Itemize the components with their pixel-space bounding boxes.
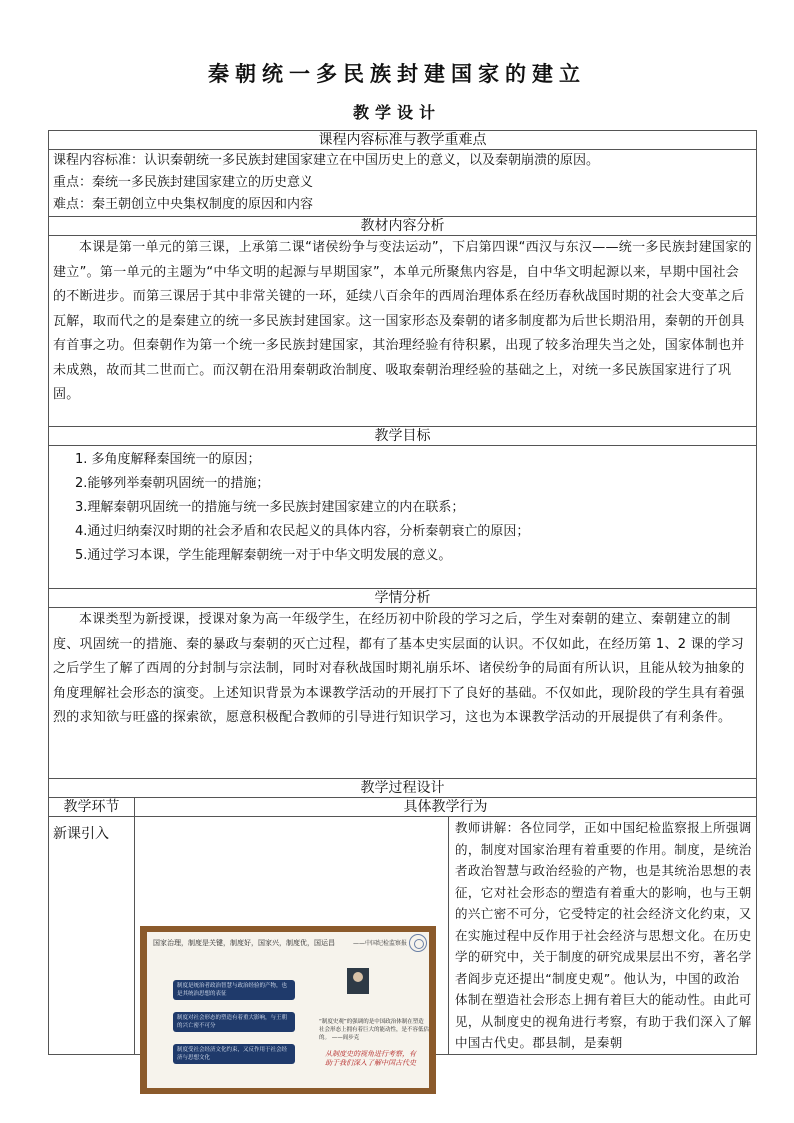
slide-box: 制度对社会形态的塑造有着重大影响，与王朝的兴亡密不可分 xyxy=(173,1012,295,1032)
goal-item: 1. 多角度解释秦国统一的原因； xyxy=(75,452,261,467)
action-column-header: 具体教学行为 xyxy=(135,798,757,817)
seal-icon xyxy=(409,934,427,952)
standards-line: 课程内容标准：认识秦朝统一多民族封建国家建立在中国历史上的意义，以及秦朝崩溃的原因。 xyxy=(53,153,600,168)
process-header: 教学过程设计 xyxy=(49,779,757,798)
standards-header: 课程内容标准与教学重难点 xyxy=(49,131,757,150)
lesson-plan-table xyxy=(48,130,757,1055)
slide-heading: 国家治理，制度是关键，制度好，国家兴，制度优，国运昌 xyxy=(153,939,335,947)
document-title: 秦朝统一多民族封建国家的建立 xyxy=(208,61,586,86)
slide-source: ——中国纪检监察报 xyxy=(352,940,407,947)
stage-column-header: 教学环节 xyxy=(49,798,135,817)
goal-item: 2.能够列举秦朝巩固统一的措施； xyxy=(75,476,270,491)
goals-list xyxy=(49,446,757,589)
teacher-explanation: 教师讲解：各位同学，正如中国纪检监察报上所强调的，制度对国家治理有着重要的作用。制度，是统治者政治智慧与政治经验的产物，也是其统治思想的表征，它对社会形态的塑造有着重大的影响，也与王朝的兴亡密不可分，它受特定的社会经济文化约束，又在实施过程中反作用于社会经济与思想文化。在历史学的研究中，关于制度的研究成果层出不穷，著名学者阎步克还提出“制度史观”。他认为，中国的政治体制在塑造社会形态上拥有着巨大的能动性。由此可见，从制度史的视角进行考察，有助于我们深入了解中国古代史。郡县制，是秦朝 xyxy=(449,817,757,1055)
goal-item: 4.通过归纳秦汉时期的社会矛盾和农民起义的具体内容，分析秦朝衰亡的原因； xyxy=(75,524,530,539)
analysis-header: 教材内容分析 xyxy=(49,217,757,236)
goals-header: 教学目标 xyxy=(49,427,757,446)
slide-quote: “制度史观”的强调的是中国政治体制在塑造社会形态上拥有着巨大的能动性，是不容低估的。 ——阎步克 xyxy=(319,1019,429,1041)
learners-header: 学情分析 xyxy=(49,589,757,608)
lesson-slide-image xyxy=(140,926,436,1094)
goal-item: 3.理解秦朝巩固统一的措施与统一多民族封建国家建立的内在联系； xyxy=(75,500,465,515)
standards-cell xyxy=(49,150,757,217)
document-subtitle: 教学设计 xyxy=(352,103,441,122)
difficulty-line: 难点：秦王朝创立中央集权制度的原因和内容 xyxy=(53,197,314,212)
key-point-line: 重点：秦统一多民族封建国家建立的历史意义 xyxy=(53,175,314,190)
goal-item: 5.通过学习本课，学生能理解秦朝统一对于中华文明发展的意义。 xyxy=(75,548,452,563)
analysis-text: 本课是第一单元的第三课，上承第二课“诸侯纷争与变法运动”，下启第四课“西汉与东汉——统一多民族封建国家的建立”。第一单元的主题为“中华文明的起源与早期国家”，本单元所聚焦内容是，自中华文明起源以来，早期中国社会的不断进步。而第三课居于其中非常关键的一环，延续八百余年的西周治理体系在经历春秋战国时期的社会大变革之后瓦解，取而代之的是秦建立的统一多民族封建国家。这一国家形态及秦朝的诸多制度都为后世长期沿用，秦朝的开创具有首事之功。但秦朝作为第一个统一多民族封建国家，其治理经验有待积累，出现了较多治理失当之处，国家体制也并未成熟，故而其二世而亡。而汉朝在沿用秦朝政治制度、吸取秦朝治理经验的基础之上，对统一多民族国家进行了巩固。 xyxy=(49,236,757,427)
slide-box: 制度是统治者政治智慧与政治经验的产物，也是其统治思想的表征 xyxy=(173,980,295,1000)
slide-box: 制度受社会经济文化约束，又反作用于社会经济与思想文化 xyxy=(173,1044,295,1064)
learners-text: 本课类型为新授课，授课对象为高一年级学生，在经历初中阶段的学习之后，学生对秦朝的建立、秦朝建立的制度、巩固统一的措施、秦的暴政与秦朝的灭亡过程，都有了基本史实层面的认识。不仅如此，在经历第 1、2 课的学习之后学生了解了西周的分封制与宗法制，同时对春秋战国时期礼崩乐坏、诸侯纷争的局面有所认识，且能从较为抽象的角度理解社会形态的演变。上述知识背景为本课教学活动的开展打下了良好的基础。不仅如此，现阶段的学生具有着强烈的求知欲与旺盛的探索欲，愿意积极配合教师的引导进行知识学习，这也为本课教学活动的开展提供了有利条件。 xyxy=(49,608,757,779)
stage-intro: 新课引入 xyxy=(49,817,135,1055)
portrait-image xyxy=(347,968,369,994)
slide-red-note: 从制度史的视角进行考察，有助于我们深入了解中国古代史 xyxy=(325,1050,416,1067)
